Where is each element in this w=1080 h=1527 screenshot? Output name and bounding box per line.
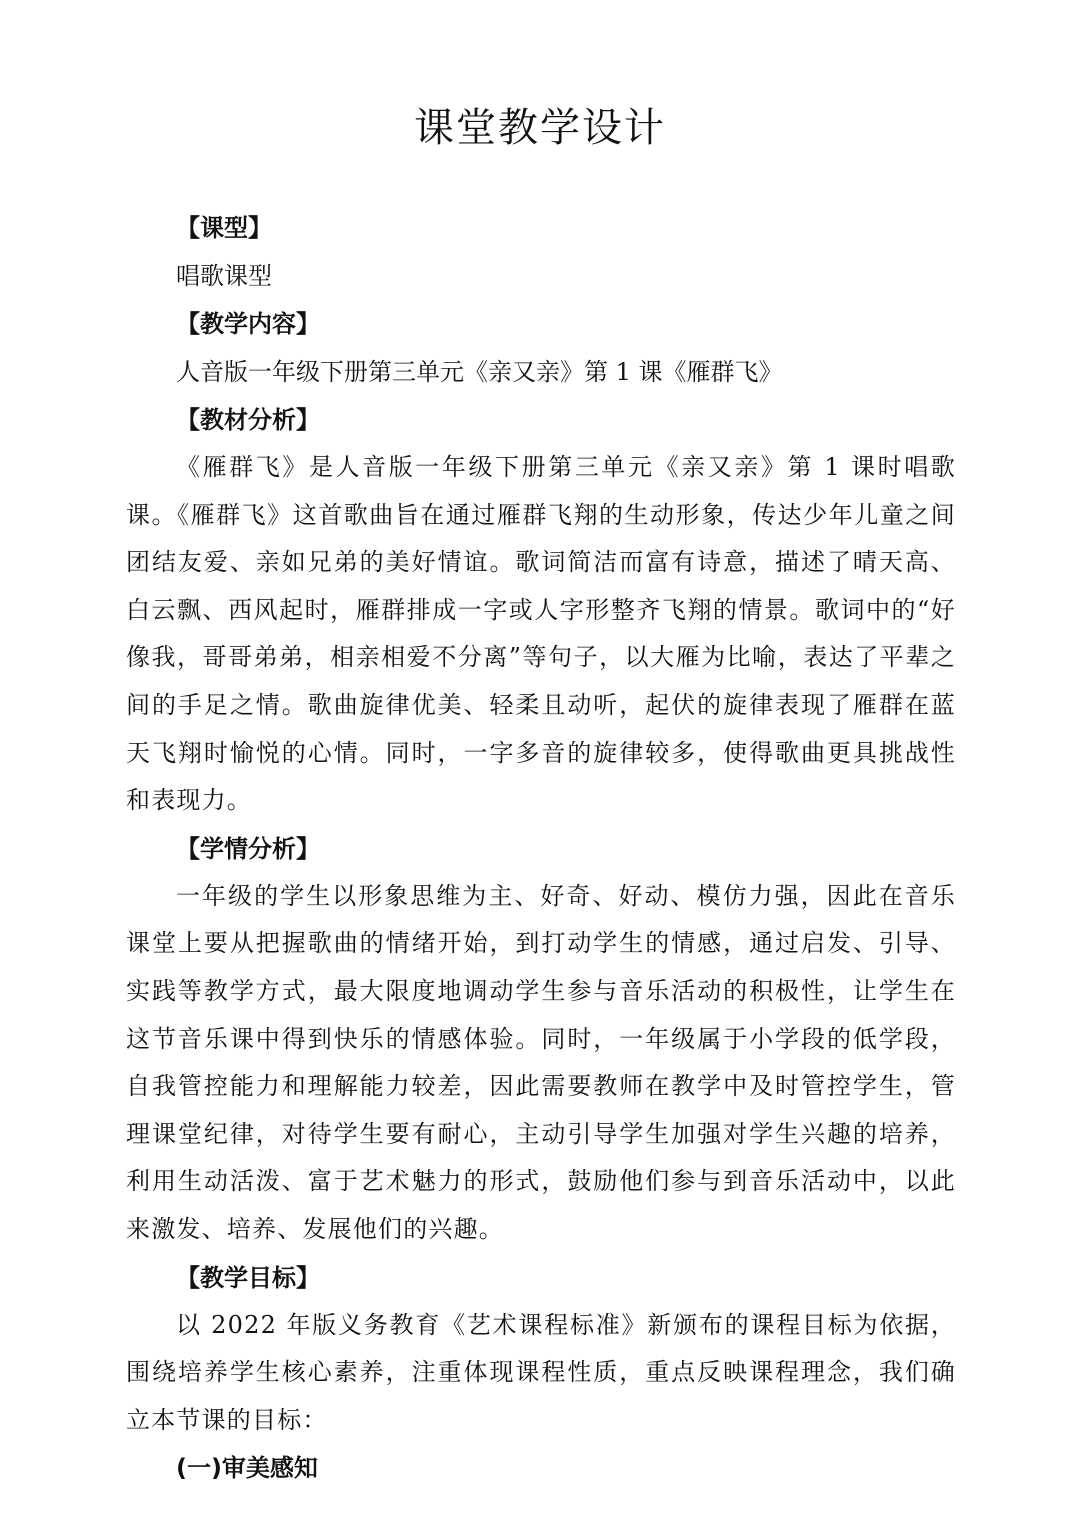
section-paragraph-teaching-goals: 以 2022 年版义务教育《艺术课程标准》新颁布的课程目标为依据，围绕培养学生核心素养，注重体现课程性质，重点反映课程理念，我们确立本节课的目标： xyxy=(126,1310,956,1434)
section-heading-material-analysis: 【教材分析】 xyxy=(176,406,320,434)
section-heading-student-analysis: 【学情分析】 xyxy=(176,834,320,863)
subheading-aesthetic-perception: (一)审美感知 xyxy=(176,1454,318,1483)
section-text-teaching-content: 人音版一年级下册第三单元《亲又亲》第 1 课《雁群飞》 xyxy=(176,358,783,386)
section-paragraph-material-analysis: 《雁群飞》是人音版一年级下册第三单元《亲又亲》第 1 课时唱歌课。《雁群飞》这首歌曲旨在通过雁群飞翔的生动形象，传达少年儿童之间团结友爱、亲如兄弟的美好情谊。歌词简洁而富有诗意，描述了晴天高、白云飘、西风起时，雁群排成一字或人字形整齐飞翔的情景。歌词中的“好像我，哥哥弟弟，相亲相爱不分离”等句子，以大雁为比喻，表达了平辈之间的手足之情。歌曲旋律优美、轻柔且动听，起伏的旋律表现了雁群在蓝天飞翔时愉悦的心情。同时，一字多音的旋律较多，使得歌曲更具挑战性和表现力。 xyxy=(126,453,956,815)
section-heading-lesson-type: 【课型】 xyxy=(176,214,272,242)
section-heading-teaching-goals: 【教学目标】 xyxy=(176,1263,320,1292)
document-body xyxy=(126,204,956,1492)
section-paragraph-student-analysis: 一年级的学生以形象思维为主、好奇、好动、模仿力强，因此在音乐课堂上要从把握歌曲的情绪开始，到打动学生的情感，通过启发、引导、实践等教学方式，最大限度地调动学生参与音乐活动的积极性，让学生在这节音乐课中得到快乐的情感体验。同时，一年级属于小学段的低学段，自我管控能力和理解能力较差，因此需要教师在教学中及时管控学生，管理课堂纪律，对待学生要有耐心，主动引导学生加强对学生兴趣的培养，利用生动活泼、富于艺术魅力的形式，鼓励他们参与到音乐活动中，以此来激发、培养、发展他们的兴趣。 xyxy=(126,881,956,1243)
section-heading-teaching-content: 【教学内容】 xyxy=(176,310,320,338)
document-title: 课堂教学设计 xyxy=(414,105,666,151)
section-text-lesson-type: 唱歌课型 xyxy=(176,262,272,290)
